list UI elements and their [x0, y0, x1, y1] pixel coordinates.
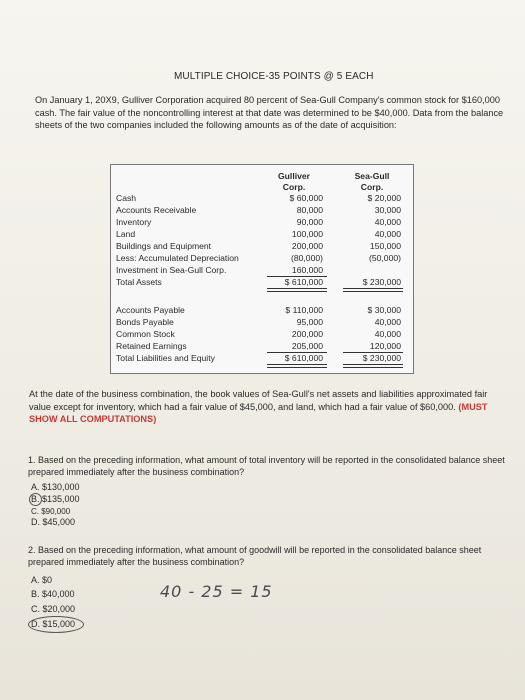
seagull-value: 30,000 — [374, 205, 401, 215]
gulliver-value: (80,000) — [290, 253, 323, 263]
row-label: Accounts Receivable — [116, 205, 197, 215]
gulliver-value: 100,000 — [291, 229, 323, 239]
q2-option-b[interactable]: B. $40,000 — [31, 589, 75, 599]
seagull-value: 120,000 — [369, 341, 401, 351]
gulliver-total: $ 610,000 — [284, 353, 323, 363]
row-label: Investment in Sea-Gull Corp. — [116, 265, 227, 275]
total-double-rule — [343, 288, 403, 292]
gulliver-value: 80,000 — [296, 205, 323, 215]
handwritten-calculation: 40 - 25 = 15 — [160, 582, 273, 601]
question-2-text: 2. Based on the preceding information, what amount of goodwill will be reported in the consolidated balance sheet prepared immediately after the business combination? — [28, 545, 482, 567]
row-label: Common Stock — [116, 329, 175, 339]
gulliver-value: 200,000 — [291, 329, 323, 339]
row-label: Land — [116, 229, 136, 239]
q2-option-c[interactable]: C. $20,000 — [31, 604, 76, 614]
total-double-rule — [343, 364, 403, 368]
q1-option-b[interactable]: B. $135,000 — [31, 494, 80, 504]
seagull-value: 150,000 — [369, 241, 401, 251]
row-label: Buildings and Equipment — [116, 241, 212, 251]
intro-paragraph: On January 1, 20X9, Gulliver Corporation acquired 80 percent of Sea-Gull Company's common stock for $160,000 cash. The fair value of the noncontrolling interest at that date was determined to be $40,000. Data from the balance sheets of the two companies included the following amounts as of the date of acquisition: — [35, 95, 504, 130]
total-double-rule — [267, 288, 327, 292]
gulliver-total: $ 610,000 — [284, 277, 323, 287]
page-title: MULTIPLE CHOICE-35 POINTS @ 5 EACH — [174, 71, 374, 82]
gulliver-value: $ 110,000 — [285, 305, 323, 315]
seagull-value: 40,000 — [374, 329, 401, 339]
q1-option-d[interactable]: D. $45,000 — [31, 517, 76, 527]
seagull-value: 40,000 — [374, 317, 401, 327]
row-label: Total Assets — [116, 277, 162, 287]
seagull-total: $ 230,000 — [362, 277, 401, 287]
seagull-total: $ 230,000 — [362, 353, 401, 363]
row-label: Cash — [116, 193, 137, 203]
seagull-value: $ 30,000 — [367, 305, 401, 315]
seagull-value: (50,000) — [368, 253, 401, 263]
fair-value-paragraph — [29, 388, 509, 426]
gulliver-header-1: Gulliver — [278, 171, 310, 181]
gulliver-header-2: Corp. — [282, 182, 306, 192]
seagull-value: 40,000 — [374, 217, 401, 227]
row-label: Less: Accumulated Depreciation — [116, 253, 239, 263]
balance-sheet-table — [110, 164, 414, 374]
q2-option-a[interactable]: A. $0 — [31, 575, 53, 585]
seagull-header-1: Sea-Gull — [354, 171, 390, 181]
q2-option-d[interactable]: D. $15,000 — [31, 619, 76, 629]
seagull-value: 40,000 — [374, 229, 401, 239]
row-label: Total Liabilities and Equity — [116, 353, 215, 363]
row-label: Inventory — [116, 217, 152, 227]
total-double-rule — [267, 364, 327, 368]
gulliver-value: 95,000 — [296, 317, 323, 327]
question-1-text: 1. Based on the preceding information, what amount of total inventory will be reported in the consolidated balance sheet prepared immediately after the business combination? — [28, 455, 505, 477]
row-label: Bonds Payable — [116, 317, 174, 327]
row-label: Accounts Payable — [116, 305, 185, 315]
gulliver-value: 90,000 — [296, 217, 323, 227]
seagull-header-2: Corp. — [360, 182, 384, 192]
row-label: Retained Earnings — [116, 341, 187, 351]
instruction-note: (MUST SHOW ALL COMPUTATIONS) — [29, 401, 488, 424]
seagull-value: $ 20,000 — [367, 193, 401, 203]
gulliver-value: 205,000 — [291, 341, 323, 351]
selected-answer-circle — [28, 616, 84, 633]
gulliver-value: 160,000 — [291, 265, 323, 275]
gulliver-value: 200,000 — [291, 241, 323, 251]
q1-option-c[interactable]: C. $90,000 — [31, 507, 71, 516]
q1-option-a[interactable]: A. $130,000 — [31, 482, 80, 492]
gulliver-value: $ 60,000 — [289, 193, 323, 203]
selected-answer-circle — [29, 493, 42, 506]
fair-value-text: At the date of the business combination, the book values of Sea-Gull's net assets and liabilities approximated fair value except for inventory, which had a fair value of $45,000, and land, which had a fair value of $60,000. — [29, 389, 488, 412]
